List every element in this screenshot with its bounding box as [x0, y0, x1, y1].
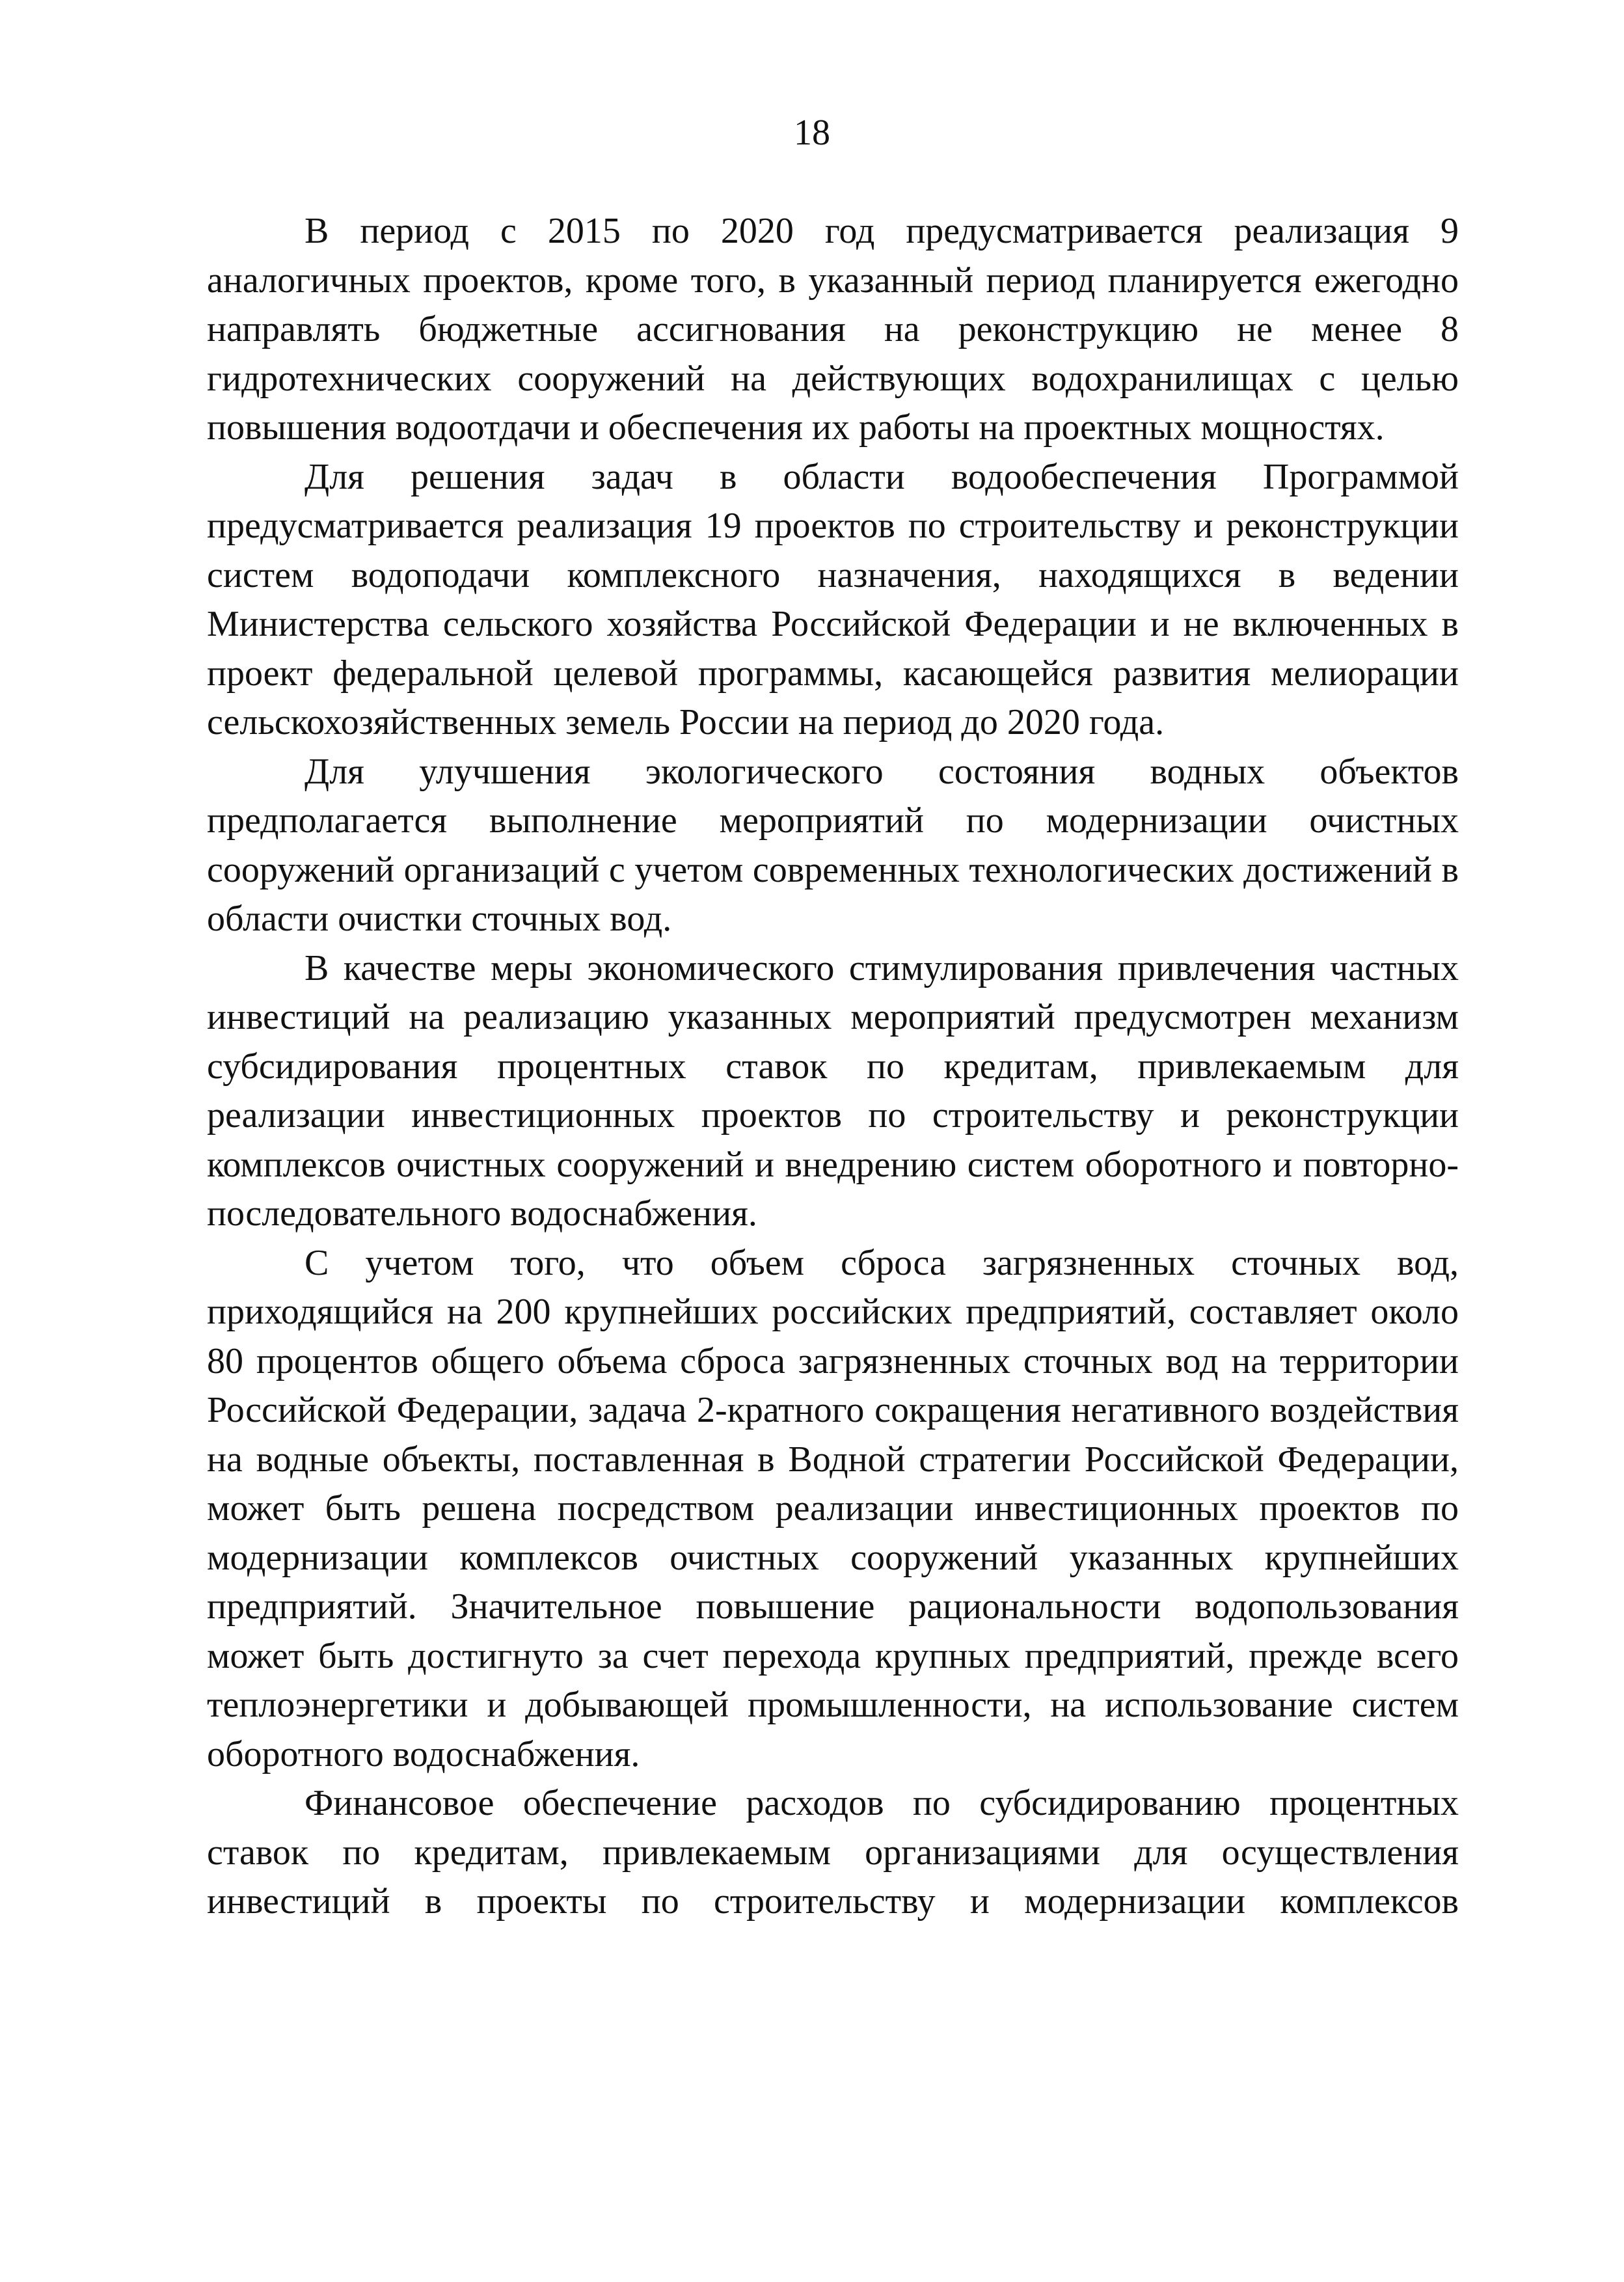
paragraph-ecology: Для улучшения экологического состояния водных объектов предполагается выполнение мероприятий по модернизации очистных сооружений организаций с учетом современных технологических достижений в области очистки сточных вод. — [207, 751, 1459, 939]
paragraph-water-supply: Для решения задач в области водообеспечения Программой предусматривается реализация 19 проектов по строительству и реконструкции систем водоподачи комплексного назначения, находящихся в ведении Министерства сельского хозяйства Российской Федерации и не включенных в проект федеральной целевой программы, касающейся развития мелиорации сельскохозяйственных земель России на период до 2020 года. — [207, 456, 1459, 742]
paragraph-reservoir-projects: В период с 2015 по 2020 год предусматривается реализация 9 аналогичных проектов, кроме того, в указанный период планируется ежегодно направлять бюджетные ассигнования на реконструкцию не менее 8 гидротехнических сооружений на действующих водохранилищах с целью повышения водоотдачи и обеспечения их работы на проектных мощностях. — [207, 211, 1459, 448]
page-number: 18 — [794, 113, 830, 153]
paragraph-economic-incentives: В качестве меры экономического стимулирования привлечения частных инвестиций на реализацию указанных мероприятий предусмотрен механизм субсидирования процентных ставок по кредитам, привлекаемым для реализации инвестиционных проектов по строительству и реконструкции комплексов очистных сооружений и внедрению систем оборотного и повторно-последовательного водоснабжения. — [207, 947, 1459, 1234]
paragraph-wastewater-reduction: С учетом того, что объем сброса загрязненных сточных вод, приходящийся на 200 крупнейших российских предприятий, составляет около 80 процентов общего объема сброса загрязненных сточных вод на территории Российской Федерации, задача 2-кратного сокращения негативного воздействия на водные объекты, поставленная в Водной стратегии Российской Федерации, может быть решена посредством реализации инвестиционных проектов по модернизации комплексов очистных сооружений указанных крупнейших предприятий. Значительное повышение рациональности водопользования может быть достигнуто за счет перехода крупных предприятий, прежде всего теплоэнергетики и добывающей промышленности, на использование систем оборотного водоснабжения. — [207, 1242, 1459, 1774]
document-body — [207, 207, 1459, 1927]
paragraph-financing: Финансовое обеспечение расходов по субсидированию процентных ставок по кредитам, привлекаемым организациями для осуществления инвестиций в проекты по строительству и модернизации комплексов — [207, 1783, 1459, 1922]
